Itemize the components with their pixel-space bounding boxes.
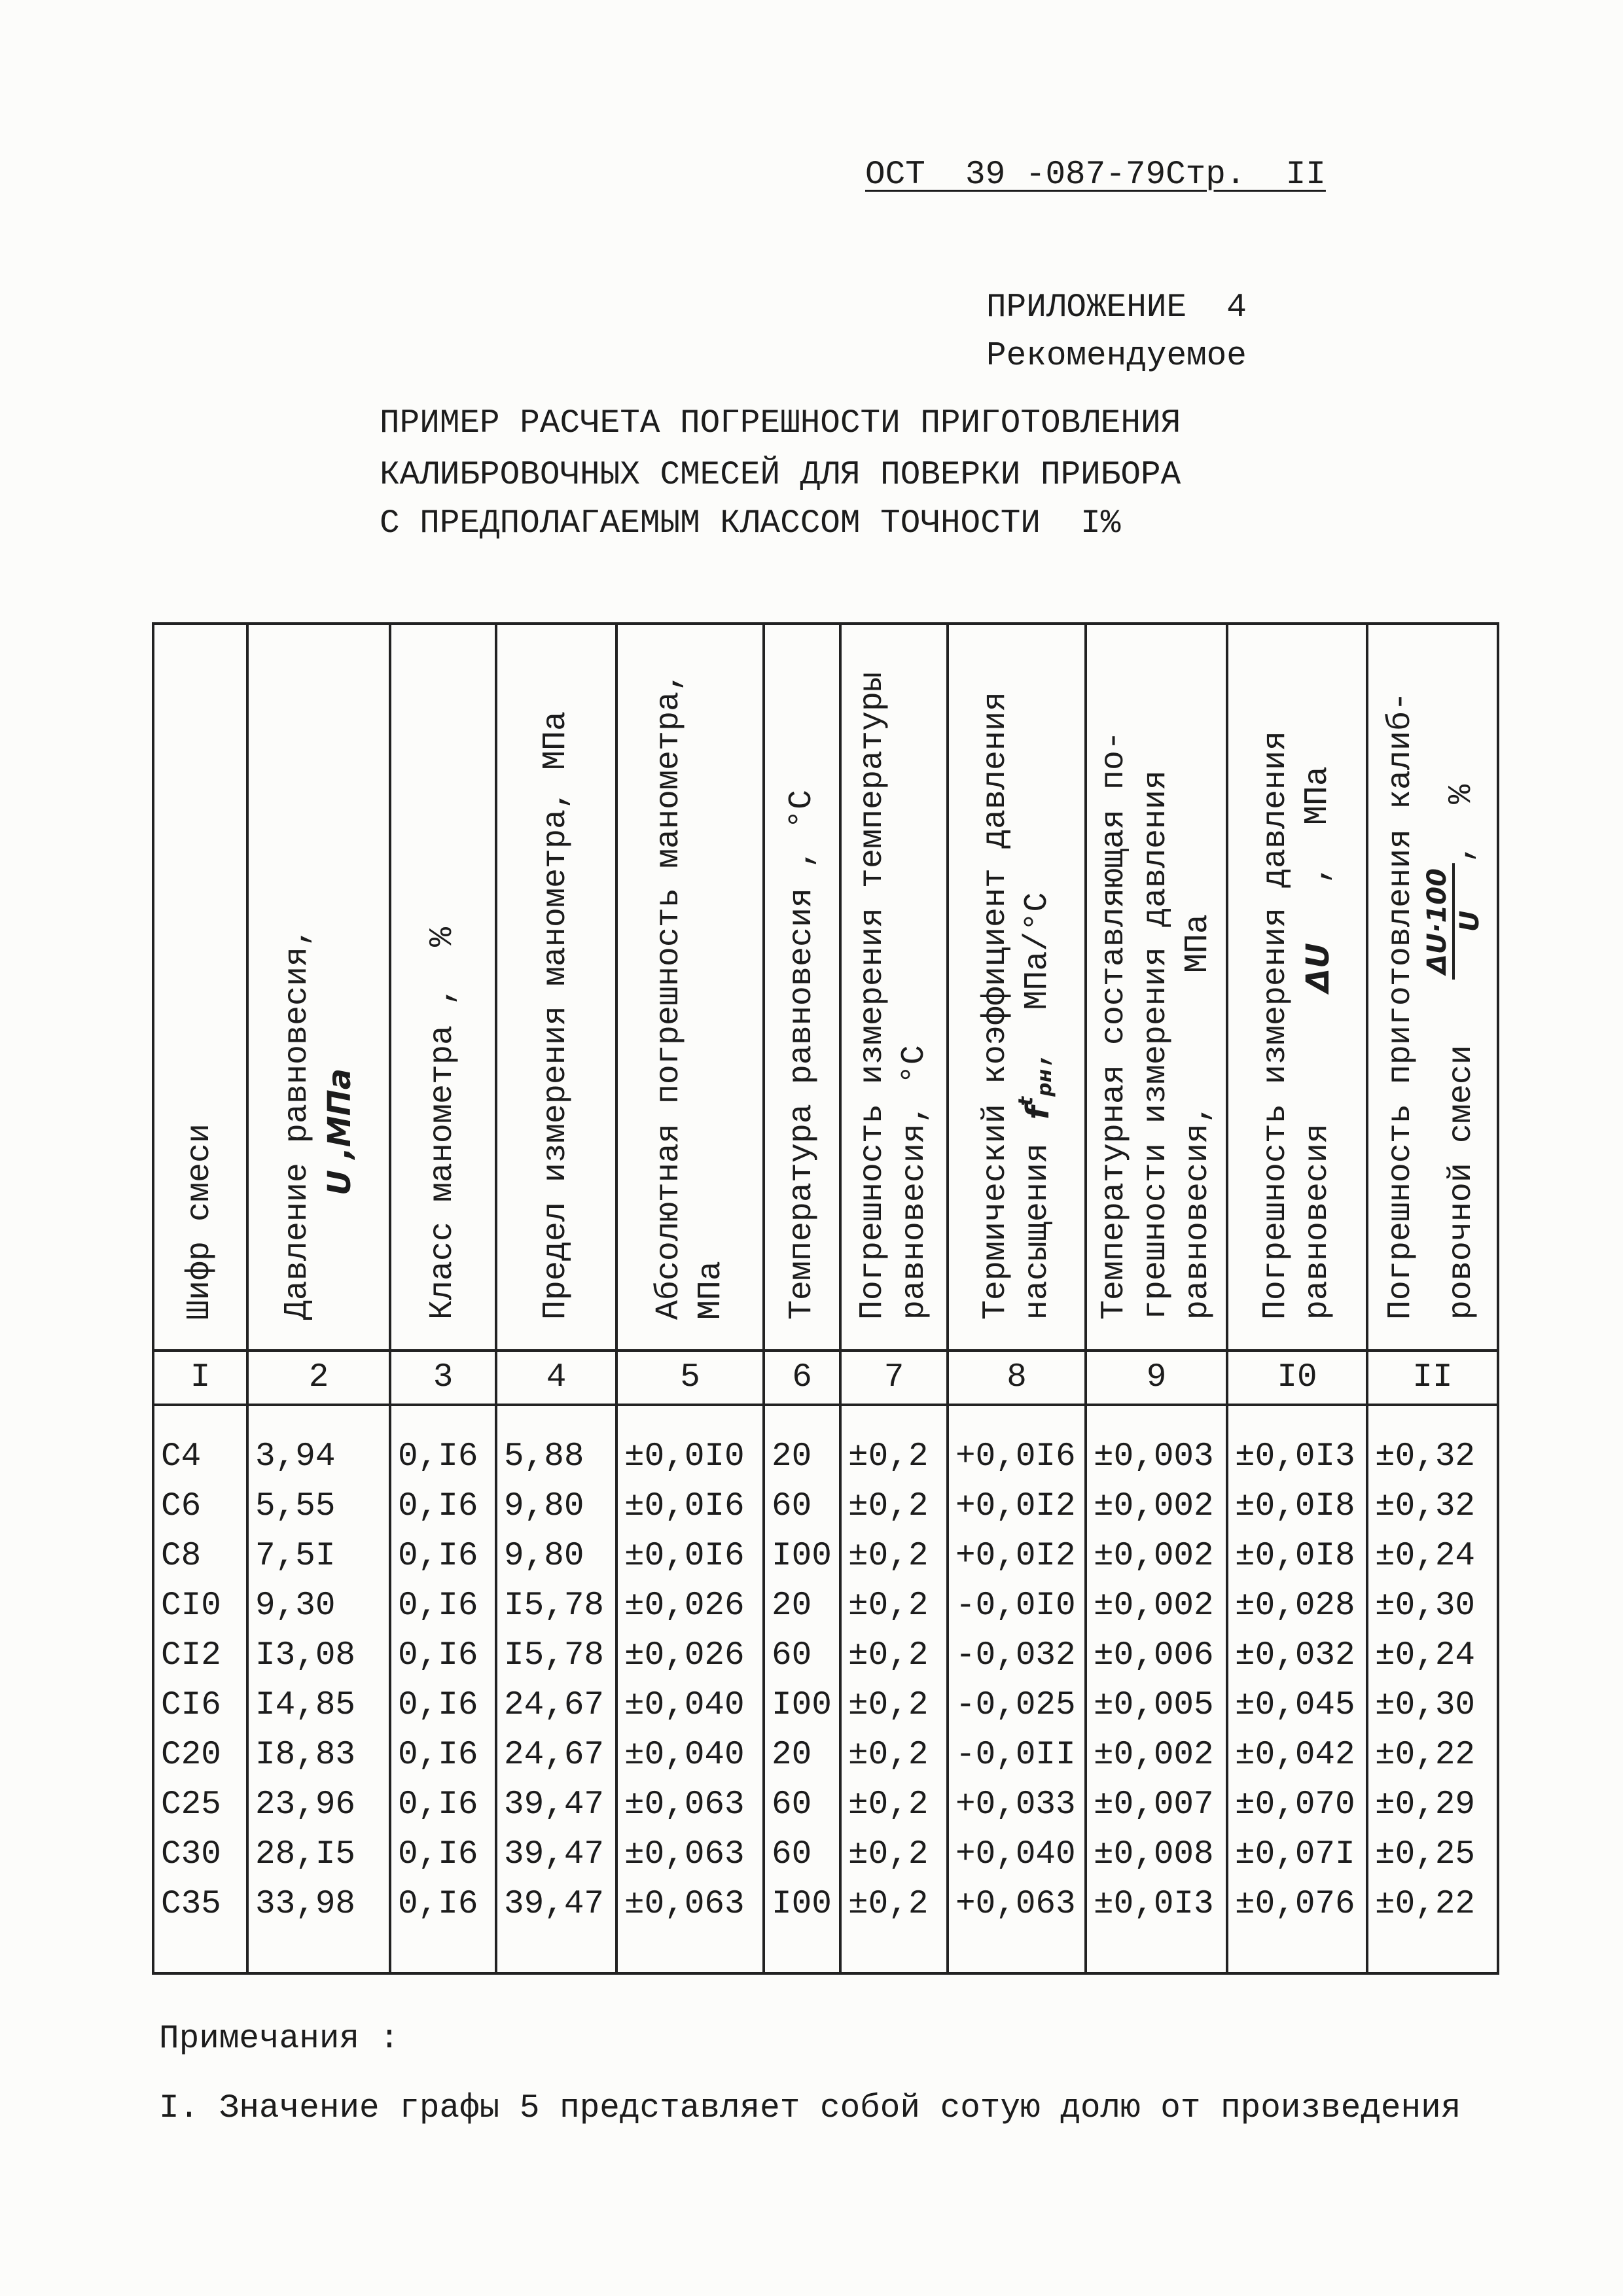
header-line: грешности измерения давления (1137, 769, 1175, 1320)
header-line: МПа (692, 1260, 730, 1320)
appendix-label: ПРИЛОЖЕНИЕ 4 (986, 289, 1247, 327)
table-cell-col-3: 0,I6 (390, 1482, 496, 1532)
table-cell-col-7: ±0,2 (840, 1482, 948, 1532)
table-cell-col-9: ±0,002 (1086, 1581, 1227, 1631)
table-row (153, 1581, 1498, 1631)
table-cell-col-4: 39,47 (496, 1830, 616, 1880)
table-row (153, 1532, 1498, 1581)
table-cell-col-9: ±0,005 (1086, 1681, 1227, 1731)
table-cell-col-5: ±0,040 (616, 1681, 764, 1731)
table-cell-col-10: ±0,0I8 (1227, 1532, 1367, 1581)
header-symbol-subscript: рн (1033, 1069, 1056, 1097)
header-line: Температура равновесия , °С (783, 789, 821, 1320)
table-cell-col-11: ±0,32 (1367, 1405, 1498, 1482)
header-unit: , % (1443, 784, 1481, 863)
table-cell-col-9: ±0,008 (1086, 1830, 1227, 1880)
table-cell-col-4: 39,47 (496, 1880, 616, 1973)
table-cell-col-3: 0,I6 (390, 1532, 496, 1581)
table-cell-col-5: ±0,026 (616, 1631, 764, 1681)
table-cell-col-7: ±0,2 (840, 1581, 948, 1631)
table-cell-col-5: ±0,026 (616, 1581, 764, 1631)
table-cell-col-11: ±0,22 (1367, 1880, 1498, 1973)
table-cell-col-10: ±0,0I3 (1227, 1405, 1367, 1482)
table-cell-col-2: 7,5I (247, 1532, 390, 1581)
table-cell-col-5: ±0,0I6 (616, 1482, 764, 1532)
table-cell-col-4: I5,78 (496, 1581, 616, 1631)
header-line: Абсолютная погрешность манометра, (650, 671, 688, 1320)
notes-heading: Примечания : (159, 2021, 400, 2058)
table-cell-col-1: С20 (153, 1731, 247, 1780)
table-row (153, 1731, 1498, 1780)
column-number: 3 (390, 1351, 496, 1405)
header-line (1177, 731, 1219, 1320)
table-cell-col-2: 3,94 (247, 1405, 390, 1482)
table-cell-col-1: С35 (153, 1880, 247, 1973)
table-cell-col-7: ±0,2 (840, 1780, 948, 1830)
column-header-gauge-class (390, 624, 496, 1351)
table-cell-col-5: ±0,0I6 (616, 1532, 764, 1581)
table-cell-col-3: 0,I6 (390, 1780, 496, 1830)
table-cell-col-9: ±0,003 (1086, 1405, 1227, 1482)
table-cell-col-1: С6 (153, 1482, 247, 1532)
table-cell-col-8: +0,033 (948, 1780, 1086, 1830)
column-number: 6 (764, 1351, 840, 1405)
appendix-status: Рекомендуемое (986, 338, 1247, 375)
table-cell-col-6: 60 (764, 1780, 840, 1830)
table-row (153, 1880, 1498, 1973)
header-line: Погрешность приготовления калиб- (1382, 691, 1419, 1320)
fraction-numerator: ΔU·100 (1422, 863, 1455, 980)
table-cell-col-6: I00 (764, 1880, 840, 1973)
table-cell-col-1: СI6 (153, 1681, 247, 1731)
header-line: Шифр смеси (181, 1123, 219, 1320)
table-row (153, 1681, 1498, 1731)
table-cell-col-3: 0,I6 (390, 1880, 496, 1973)
table-cell-col-9: ±0,002 (1086, 1731, 1227, 1780)
table-cell-col-4: 39,47 (496, 1780, 616, 1830)
table-cell-col-10: ±0,070 (1227, 1780, 1367, 1830)
table-cell-col-9: ±0,002 (1086, 1482, 1227, 1532)
header-text: равновесия (1299, 1123, 1336, 1320)
table-cell-col-7: ±0,2 (840, 1880, 948, 1973)
column-header-gauge-range (496, 624, 616, 1351)
table-cell-col-1: С25 (153, 1780, 247, 1830)
table-cell-col-9: ±0,007 (1086, 1780, 1227, 1830)
table-cell-col-11: ±0,30 (1367, 1681, 1498, 1731)
table-cell-col-8: -0,025 (948, 1681, 1086, 1731)
column-number: 5 (616, 1351, 764, 1405)
table-head (153, 624, 1498, 1405)
table-cell-col-11: ±0,24 (1367, 1631, 1498, 1681)
title-line-2: КАЛИБРОВОЧНЫХ СМЕСЕЙ ДЛЯ ПОВЕРКИ ПРИБОРА (380, 457, 1181, 494)
column-header-text (975, 692, 1059, 1320)
table-cell-col-2: I3,08 (247, 1631, 390, 1681)
table-cell-col-2: 9,30 (247, 1581, 390, 1631)
table-cell-col-6: 60 (764, 1830, 840, 1880)
note-item-1: I. Значение графы 5 представляет собой сотую долю от произведения (159, 2090, 1461, 2127)
table-cell-col-2: 28,I5 (247, 1830, 390, 1880)
table-body (153, 1405, 1498, 1973)
column-header-equilibrium-temperature (764, 624, 840, 1351)
column-number: I (153, 1351, 247, 1405)
table-cell-col-11: ±0,30 (1367, 1581, 1498, 1631)
table-cell-col-6: I00 (764, 1681, 840, 1731)
table-cell-col-3: 0,I6 (390, 1631, 496, 1681)
column-number: I0 (1227, 1351, 1367, 1405)
header-line: Давление равновесия, (279, 927, 316, 1320)
table-cell-col-1: С30 (153, 1830, 247, 1880)
column-header-text (277, 927, 361, 1320)
header-fraction (1422, 863, 1485, 980)
table-cell-col-1: С8 (153, 1532, 247, 1581)
header-line (1297, 731, 1339, 1320)
table-cell-col-3: 0,I6 (390, 1731, 496, 1780)
table-cell-col-3: 0,I6 (390, 1405, 496, 1482)
table-row (153, 1830, 1498, 1880)
table-cell-col-3: 0,I6 (390, 1581, 496, 1631)
table-cell-col-11: ±0,24 (1367, 1532, 1498, 1581)
table-cell-col-4: 24,67 (496, 1681, 616, 1731)
document-code-header: ОСТ 39 -087-79Стр. II (865, 156, 1326, 194)
table-cell-col-10: ±0,042 (1227, 1731, 1367, 1780)
header-line: Погрешность измерения давления (1257, 730, 1294, 1320)
column-header-temperature-component (1086, 624, 1227, 1351)
header-line: равновесия, °С (896, 1044, 933, 1320)
table-cell-col-2: 23,96 (247, 1780, 390, 1830)
column-number: 9 (1086, 1351, 1227, 1405)
header-unit: , МПа (1299, 766, 1336, 884)
table-cell-col-7: ±0,2 (840, 1631, 948, 1681)
table-cell-col-6: 20 (764, 1731, 840, 1780)
column-header-mixture-code (153, 624, 247, 1351)
table-cell-col-8: -0,0II (948, 1731, 1086, 1780)
table-cell-col-6: 20 (764, 1581, 840, 1631)
table-cell-col-8: -0,0I0 (948, 1581, 1086, 1631)
table-cell-col-4: 24,67 (496, 1731, 616, 1780)
table-cell-col-4: 5,88 (496, 1405, 616, 1482)
column-number: 7 (840, 1351, 948, 1405)
fraction-denominator: U (1455, 910, 1485, 932)
header-line: Температурная составляющая по- (1096, 730, 1133, 1320)
table-cell-col-10: ±0,032 (1227, 1631, 1367, 1681)
table-cell-col-8: +0,040 (948, 1830, 1086, 1880)
table-cell-col-8: +0,0I6 (948, 1405, 1086, 1482)
column-header-absolute-error (616, 624, 764, 1351)
table-cell-col-6: 20 (764, 1405, 840, 1482)
column-header-text (781, 790, 823, 1320)
table-cell-col-7: ±0,2 (840, 1830, 948, 1880)
column-header-text (535, 711, 577, 1320)
column-number: 2 (247, 1351, 390, 1405)
table-cell-col-2: I8,83 (247, 1731, 390, 1780)
column-header-pressure-error (1227, 624, 1367, 1351)
table-cell-col-1: СI2 (153, 1631, 247, 1681)
table-cell-col-8: +0,0I2 (948, 1532, 1086, 1581)
table-cell-col-3: 0,I6 (390, 1681, 496, 1731)
table-cell-col-4: I5,78 (496, 1631, 616, 1681)
table-cell-col-10: ±0,0I8 (1227, 1482, 1367, 1532)
header-text: ровочной смеси (1443, 1044, 1481, 1320)
column-header-text (649, 672, 732, 1320)
table-cell-col-9: ±0,0I3 (1086, 1880, 1227, 1973)
header-symbol: U (321, 1170, 358, 1195)
column-header-temperature-error (840, 624, 948, 1351)
table-cell-col-1: СI0 (153, 1581, 247, 1631)
table-cell-col-2: 5,55 (247, 1482, 390, 1532)
table-cell-col-5: ±0,063 (616, 1830, 764, 1880)
column-header-text (422, 927, 464, 1320)
table-cell-col-9: ±0,002 (1086, 1532, 1227, 1581)
header-symbol: f (1019, 1106, 1056, 1120)
table-cell-col-6: I00 (764, 1532, 840, 1581)
column-number: 8 (948, 1351, 1086, 1405)
table-cell-col-4: 9,80 (496, 1532, 616, 1581)
table-cell-col-2: 33,98 (247, 1880, 390, 1973)
header-symbol-superscript: t (1014, 1096, 1037, 1106)
table-row (153, 1482, 1498, 1532)
table-row (153, 1780, 1498, 1830)
table-cell-col-7: ±0,2 (840, 1681, 948, 1731)
table-cell-col-8: +0,0I2 (948, 1482, 1086, 1532)
header-text: насыщения (1018, 1142, 1056, 1320)
table-cell-col-8: -0,032 (948, 1631, 1086, 1681)
table-cell-col-6: 60 (764, 1482, 840, 1532)
column-header-preparation-error (1367, 624, 1498, 1351)
title-line-1: ПРИМЕР РАСЧЕТА ПОГРЕШНОСТИ ПРИГОТОВЛЕНИЯ (380, 405, 1181, 442)
header-unit: МПа (1179, 913, 1217, 973)
table-row (153, 1631, 1498, 1681)
table-cell-col-8: +0,063 (948, 1880, 1086, 1973)
column-header-text (1094, 731, 1219, 1320)
table-cell-col-10: ±0,028 (1227, 1581, 1367, 1631)
table-cell-col-10: ±0,07I (1227, 1830, 1367, 1880)
column-header-text (1380, 692, 1485, 1320)
header-line (1014, 692, 1059, 1320)
header-line: Термический коэффициент давления (976, 691, 1014, 1320)
table-cell-col-3: 0,I6 (390, 1830, 496, 1880)
table-cell-col-10: ±0,076 (1227, 1880, 1367, 1973)
table-cell-col-7: ±0,2 (840, 1731, 948, 1780)
header-line (1422, 692, 1485, 1320)
column-number: 4 (496, 1351, 616, 1405)
calculation-table (152, 622, 1499, 1975)
column-header-text (1255, 731, 1339, 1320)
header-unit: ,МПа (321, 1068, 358, 1171)
table-cell-col-7: ±0,2 (840, 1405, 948, 1482)
column-header-thermal-coefficient (948, 624, 1086, 1351)
table-cell-col-1: С4 (153, 1405, 247, 1482)
table-cell-col-11: ±0,29 (1367, 1780, 1498, 1830)
table-cell-col-2: I4,85 (247, 1681, 390, 1731)
table-cell-col-11: ±0,32 (1367, 1482, 1498, 1532)
header-line: Предел измерения манометра, МПа (537, 711, 575, 1320)
table-cell-col-6: 60 (764, 1631, 840, 1681)
table-cell-col-4: 9,80 (496, 1482, 616, 1532)
header-line: Погрешность измерения температуры (854, 671, 891, 1320)
table-cell-col-5: ±0,063 (616, 1780, 764, 1830)
column-number: II (1367, 1351, 1498, 1405)
table-cell-col-11: ±0,22 (1367, 1731, 1498, 1780)
column-header-text (852, 672, 936, 1320)
header-line (319, 927, 361, 1320)
table-cell-col-7: ±0,2 (840, 1532, 948, 1581)
table-cell-col-11: ±0,25 (1367, 1830, 1498, 1880)
table-cell-col-5: ±0,0I0 (616, 1405, 764, 1482)
header-text: равновесия, (1179, 1103, 1217, 1320)
header-unit: , МПа/°С (1018, 892, 1056, 1069)
column-header-equilibrium-pressure (247, 624, 390, 1351)
table-cell-col-10: ±0,045 (1227, 1681, 1367, 1731)
table-header-row (153, 624, 1498, 1351)
table-cell-col-5: ±0,040 (616, 1731, 764, 1780)
header-symbol: ΔU (1300, 942, 1336, 993)
table-row (153, 1405, 1498, 1482)
column-header-text (179, 1123, 221, 1320)
column-number-row (153, 1351, 1498, 1405)
table-cell-col-9: ±0,006 (1086, 1631, 1227, 1681)
header-line: Класс манометра , % (424, 927, 461, 1320)
table-cell-col-5: ±0,063 (616, 1880, 764, 1973)
title-line-3: С ПРЕДПОЛАГАЕМЫМ КЛАССОМ ТОЧНОСТИ I% (380, 505, 1121, 542)
